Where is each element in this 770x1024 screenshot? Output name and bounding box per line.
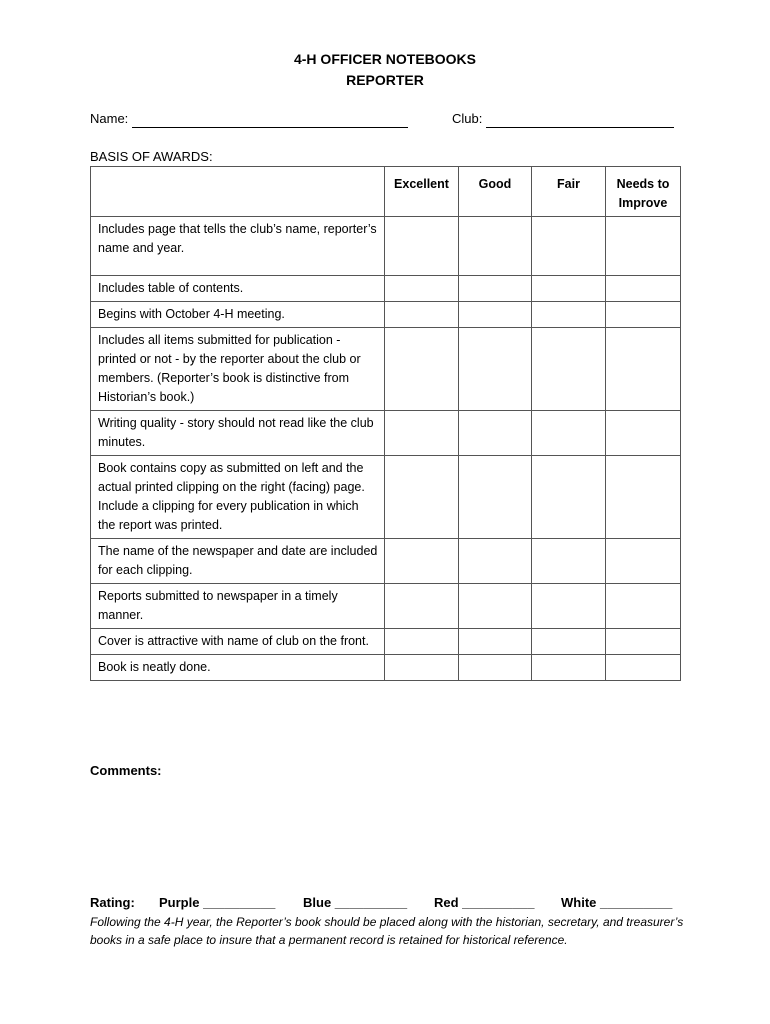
rating-cell-excellent[interactable] bbox=[385, 655, 459, 681]
rating-cell-good[interactable] bbox=[459, 584, 532, 629]
rating-cell-needs-to-improve[interactable] bbox=[606, 456, 681, 539]
table-row bbox=[91, 217, 681, 276]
rating-cell-excellent[interactable] bbox=[385, 584, 459, 629]
rating-cell-fair[interactable] bbox=[532, 456, 606, 539]
table-row bbox=[91, 456, 681, 539]
rating-cell-good[interactable] bbox=[459, 328, 532, 411]
table-row bbox=[91, 584, 681, 629]
criterion-text: The name of the newspaper and date are included for each clipping. bbox=[91, 539, 385, 584]
rating-cell-fair[interactable] bbox=[532, 629, 606, 655]
rating-cell-excellent[interactable] bbox=[385, 302, 459, 328]
comments-label: Comments: bbox=[90, 763, 162, 778]
table-row bbox=[91, 328, 681, 411]
criterion-text: Reports submitted to newspaper in a timely manner. bbox=[91, 584, 385, 629]
rating-cell-needs-to-improve[interactable] bbox=[606, 217, 681, 276]
rating-white[interactable]: White __________ bbox=[561, 895, 673, 910]
rating-cell-fair[interactable] bbox=[532, 584, 606, 629]
rating-cell-needs-to-improve[interactable] bbox=[606, 655, 681, 681]
rating-cell-good[interactable] bbox=[459, 302, 532, 328]
table-row bbox=[91, 276, 681, 302]
table-header-row bbox=[91, 167, 681, 217]
criterion-text: Includes table of contents. bbox=[91, 276, 385, 302]
rating-cell-fair[interactable] bbox=[532, 655, 606, 681]
rating-cell-excellent[interactable] bbox=[385, 411, 459, 456]
club-label: Club: bbox=[452, 111, 483, 126]
criterion-text: Book is neatly done. bbox=[91, 655, 385, 681]
rating-cell-excellent[interactable] bbox=[385, 328, 459, 411]
page-subtitle: REPORTER bbox=[346, 72, 424, 88]
name-blank-line[interactable] bbox=[132, 113, 408, 128]
rating-cell-good[interactable] bbox=[459, 276, 532, 302]
table-row bbox=[91, 411, 681, 456]
criterion-text: Begins with October 4-H meeting. bbox=[91, 302, 385, 328]
page-title: 4-H OFFICER NOTEBOOKS bbox=[293, 51, 476, 67]
rating-cell-needs-to-improve[interactable] bbox=[606, 584, 681, 629]
footer-note: Following the 4-H year, the Reporter’s book should be placed along with the historian, secretary, and treasurer’s books in a safe place to insure that a permanent record is retained for historical reference. bbox=[90, 915, 684, 947]
rating-cell-needs-to-improve[interactable] bbox=[606, 328, 681, 411]
rating-cell-good[interactable] bbox=[459, 217, 532, 276]
criterion-text: Includes page that tells the club’s name, reporter’s name and year. bbox=[91, 217, 385, 276]
rating-purple[interactable]: Purple __________ bbox=[159, 895, 276, 910]
rating-cell-good[interactable] bbox=[459, 456, 532, 539]
rating-cell-good[interactable] bbox=[459, 411, 532, 456]
awards-table bbox=[90, 166, 681, 681]
rating-cell-good[interactable] bbox=[459, 655, 532, 681]
table-row bbox=[91, 655, 681, 681]
table-row bbox=[91, 539, 681, 584]
club-field-row bbox=[452, 110, 674, 128]
column-header-good: Good bbox=[459, 167, 532, 217]
rating-cell-good[interactable] bbox=[459, 539, 532, 584]
criteria-header bbox=[91, 167, 385, 217]
criterion-text: Cover is attractive with name of club on the front. bbox=[91, 629, 385, 655]
rating-red[interactable]: Red __________ bbox=[434, 895, 535, 910]
rating-blue[interactable]: Blue __________ bbox=[303, 895, 408, 910]
rating-cell-fair[interactable] bbox=[532, 328, 606, 411]
rating-label: Rating: bbox=[90, 895, 135, 910]
name-field-row bbox=[90, 110, 408, 128]
rating-cell-excellent[interactable] bbox=[385, 456, 459, 539]
rating-cell-fair[interactable] bbox=[532, 539, 606, 584]
rating-cell-fair[interactable] bbox=[532, 302, 606, 328]
rating-cell-fair[interactable] bbox=[532, 411, 606, 456]
criterion-text: Book contains copy as submitted on left and the actual printed clipping on the right (facing) page. Include a clipping for every publication in which the report was printed. bbox=[91, 456, 385, 539]
rating-cell-excellent[interactable] bbox=[385, 539, 459, 584]
column-header-fair: Fair bbox=[532, 167, 606, 217]
table-row bbox=[91, 302, 681, 328]
rating-cell-needs-to-improve[interactable] bbox=[606, 629, 681, 655]
rating-cell-excellent[interactable] bbox=[385, 276, 459, 302]
name-label: Name: bbox=[90, 111, 129, 126]
criterion-text: Includes all items submitted for publication - printed or not - by the reporter about the club or members. (Reporter’s book is distinctive from Historian’s book.) bbox=[91, 328, 385, 411]
criterion-text: Writing quality - story should not read like the club minutes. bbox=[91, 411, 385, 456]
rating-cell-needs-to-improve[interactable] bbox=[606, 411, 681, 456]
rating-cell-needs-to-improve[interactable] bbox=[606, 302, 681, 328]
rating-cell-fair[interactable] bbox=[532, 217, 606, 276]
column-header-needs-to-improve: Needs to Improve bbox=[606, 167, 681, 217]
rating-cell-excellent[interactable] bbox=[385, 217, 459, 276]
rating-cell-good[interactable] bbox=[459, 629, 532, 655]
rating-cell-fair[interactable] bbox=[532, 276, 606, 302]
rating-cell-needs-to-improve[interactable] bbox=[606, 276, 681, 302]
basis-of-awards-label: BASIS OF AWARDS: bbox=[90, 149, 213, 164]
column-header-excellent: Excellent bbox=[385, 167, 459, 217]
table-row bbox=[91, 629, 681, 655]
rating-cell-excellent[interactable] bbox=[385, 629, 459, 655]
rating-cell-needs-to-improve[interactable] bbox=[606, 539, 681, 584]
club-blank-line[interactable] bbox=[486, 113, 674, 128]
